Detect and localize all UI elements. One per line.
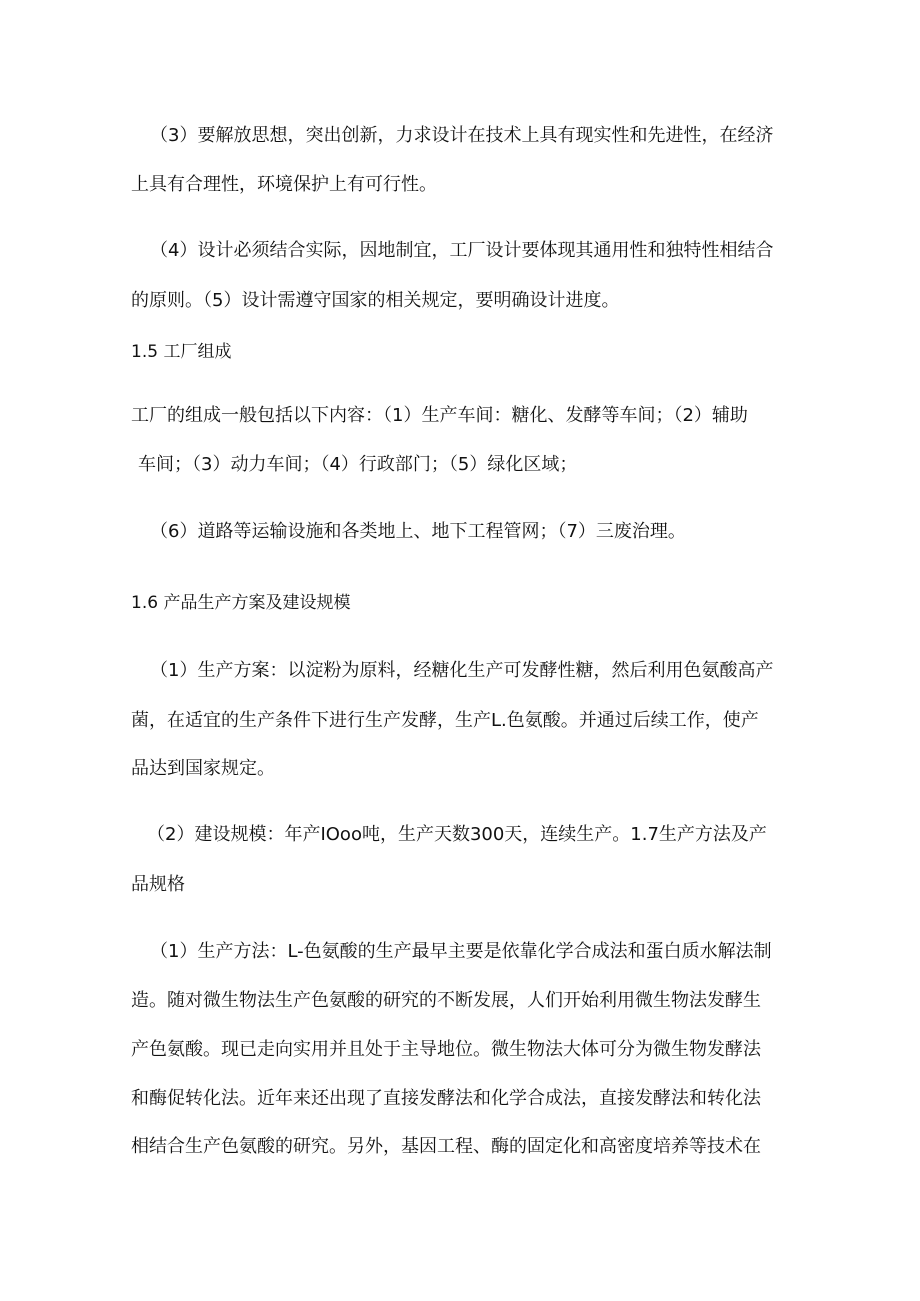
- paragraph-line-13: （2）建设规模：年产IOoo吨，生产天数300天，连续生产。1.7生产方法及产: [147, 824, 767, 845]
- paragraph-line-3: （4）设计必须结合实际，因地制宜，工厂设计要体现其通用性和独特性相结合: [150, 240, 774, 261]
- paragraph-line-11: 菌，在适宜的生产条件下进行生产发酵，生产L.色氨酸。并通过后续工作，使产: [131, 710, 759, 731]
- paragraph-line-7: 车间；（3）动力车间；（4）行政部门；（5）绿化区域；: [138, 454, 578, 475]
- paragraph-line-8: （6）道路等运输设施和各类地上、地下工程管网；（7）三废治理。: [150, 521, 686, 542]
- paragraph-line-4: 的原则。（5）设计需遵守国家的相关规定，要明确设计进度。: [131, 290, 620, 311]
- paragraph-line-2: 上具有合理性，环境保护上有可行性。: [131, 174, 437, 195]
- paragraph-line-19: 相结合生产色氨酸的研究。另外，基因工程、酶的固定化和高密度培养等技术在: [131, 1136, 761, 1157]
- paragraph-line-10: （1）生产方案：以淀粉为原料，经糖化生产可发酵性糖，然后利用色氨酸高产: [150, 660, 774, 681]
- paragraph-line-14: 品规格: [131, 874, 185, 895]
- paragraph-line-16: 造。随对微生物法生产色氨酸的研究的不断发展，人们开始利用微生物法发酵生: [131, 990, 761, 1011]
- paragraph-line-6: 工厂的组成一般包括以下内容：（1）生产车间：糖化、发酵等车间；（2）辅助: [131, 405, 748, 426]
- section-heading-1-5: 1.5 工厂组成: [131, 342, 232, 362]
- paragraph-line-15: （1）生产方法：L-色氨酸的生产最早主要是依靠化学合成法和蛋白质水解法制: [150, 941, 772, 962]
- section-heading-1-6: 1.6 产品生产方案及建设规模: [131, 593, 351, 613]
- paragraph-line-1: （3）要解放思想，突出创新，力求设计在技术上具有现实性和先进性，在经济: [150, 125, 774, 146]
- paragraph-line-12: 品达到国家规定。: [131, 758, 275, 779]
- paragraph-line-17: 产色氨酸。现已走向实用并且处于主导地位。微生物法大体可分为微生物发酵法: [131, 1039, 761, 1060]
- paragraph-line-18: 和酶促转化法。近年来还出现了直接发酵法和化学合成法，直接发酵法和转化法: [131, 1088, 761, 1109]
